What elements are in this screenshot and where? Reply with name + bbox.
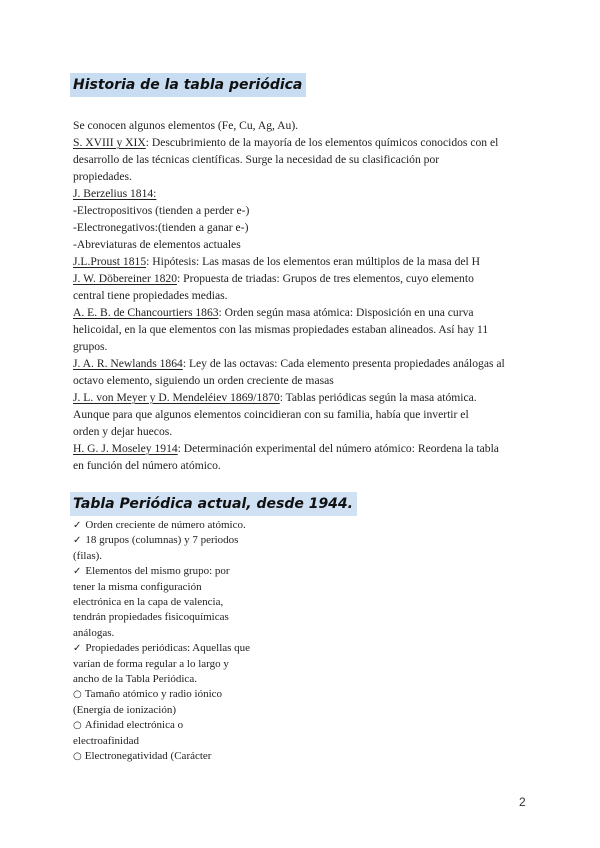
list-item: ✓ Elementos del mismo grupo: por — [73, 565, 230, 578]
berzelius-name: J. Berzelius 1814: — [73, 187, 157, 200]
meyer-line-3: orden y dejar huecos. — [73, 425, 173, 438]
proust-line — [73, 253, 533, 270]
list-item: ○ Tamaño atómico y radio iónico — [73, 688, 223, 701]
list-item: ✓ Propiedades periódicas: Aquellas que — [73, 642, 251, 655]
dobereiner-text: : Propuesta de triadas: Grupos de tres elementos, cuyo elemento — [177, 272, 474, 285]
berzelius-item: -Electropositivos (tienden a perder e-) — [73, 204, 250, 217]
current-table-list — [73, 518, 273, 765]
meyer-line — [73, 389, 533, 406]
chancourtiers-text: : Orden según masa atómica: Disposición en una curva — [218, 306, 474, 319]
moseley-line-2: en función del número atómico. — [73, 459, 221, 472]
berzelius-item: -Abreviaturas de elementos actuales — [73, 238, 241, 251]
circle-bullet-icon: ○ — [73, 751, 82, 763]
moseley-name: H. G. J. Moseley 1914 — [73, 442, 178, 455]
s18-text: : Descubrimiento de la mayoría de los elementos químicos conocidos con el — [145, 136, 499, 149]
proust-text: : Hipótesis: Las masas de los elementos eran múltiplos de la masa del H — [146, 255, 481, 268]
history-section — [73, 117, 533, 474]
list-item-continuation: ancho de la Tabla Periódica. — [73, 673, 197, 686]
chancourtiers-name: A. E. B. de Chancourtiers 1863 — [73, 306, 219, 319]
s18-line-3: propiedades. — [73, 170, 132, 183]
check-icon: ✓ — [73, 643, 82, 655]
s18-name: S. XVIII y XIX — [73, 136, 146, 149]
proust-name: J.L.Proust 1815 — [73, 255, 147, 268]
list-item-continuation: (filas). — [73, 549, 103, 562]
s18-line-2: desarrollo de las técnicas científicas. Surge la necesidad de su clasificación por — [73, 153, 440, 166]
circle-bullet-icon: ○ — [73, 689, 82, 701]
newlands-line-2: octavo elemento, siguiendo un orden creciente de masas — [73, 374, 334, 387]
newlands-line — [73, 355, 533, 372]
list-item-continuation: (Energía de ionización) — [73, 703, 177, 716]
intro-line: Se conocen algunos elementos (Fe, Cu, Ag, Au). — [73, 119, 299, 132]
page-number: 2 — [519, 795, 526, 809]
dobereiner-line-2: central tiene propiedades medias. — [73, 289, 228, 302]
chancourtiers-line — [73, 304, 533, 321]
berzelius-item: -Electronegativos:(tienden a ganar e-) — [73, 221, 249, 234]
list-item-continuation: varían de forma regular a lo largo y — [73, 657, 229, 670]
chancourtiers-line-2: helicoidal, en la que elementos con las mismas propiedades estaban alineados. Así hay 11 — [73, 323, 489, 336]
list-item-continuation: electroafinidad — [73, 734, 139, 747]
moseley-line — [73, 440, 533, 457]
moseley-text: : Determinación experimental del número atómico: Reordena la tabla — [177, 442, 499, 455]
list-item: ○ Afinidad electrónica o — [73, 719, 184, 732]
meyer-line-2: Aunque para que algunos elementos coincidieran con su familia, había que invertir el — [73, 408, 469, 421]
list-item-continuation: electrónica en la capa de valencia, — [73, 596, 224, 609]
meyer-text: : Tablas periódicas según la masa atómica. — [279, 391, 477, 404]
dobereiner-line — [73, 270, 533, 287]
chancourtiers-line-3: grupos. — [73, 340, 108, 353]
list-item-continuation: análogas. — [73, 626, 115, 639]
list-item-continuation: tendrán propiedades fisicoquímicas — [73, 611, 229, 624]
meyer-name: J. L. von Meyer y D. Mendeléiev 1869/1870 — [73, 391, 280, 404]
list-item-continuation: tener la misma configuración — [73, 580, 202, 593]
section-heading-history: Historia de la tabla periódica — [70, 73, 306, 97]
newlands-name: J. A. R. Newlands 1864 — [73, 357, 183, 370]
s18-line — [73, 134, 533, 151]
circle-bullet-icon: ○ — [73, 720, 82, 732]
check-icon: ✓ — [73, 566, 82, 578]
list-item: ✓ Orden creciente de número atómico. — [73, 519, 246, 531]
check-icon: ✓ — [73, 520, 82, 531]
section-heading-current-table: Tabla Periódica actual, desde 1944. — [70, 492, 357, 516]
newlands-text: : Ley de las octavas: Cada elemento presenta propiedades análogas al — [182, 357, 505, 370]
check-icon: ✓ — [73, 535, 82, 547]
list-item: ○ Electronegatividad (Carácter — [73, 750, 212, 763]
dobereiner-name: J. W. Döbereiner 1820 — [73, 272, 178, 285]
list-item: ✓ 18 grupos (columnas) y 7 periodos — [73, 534, 239, 547]
